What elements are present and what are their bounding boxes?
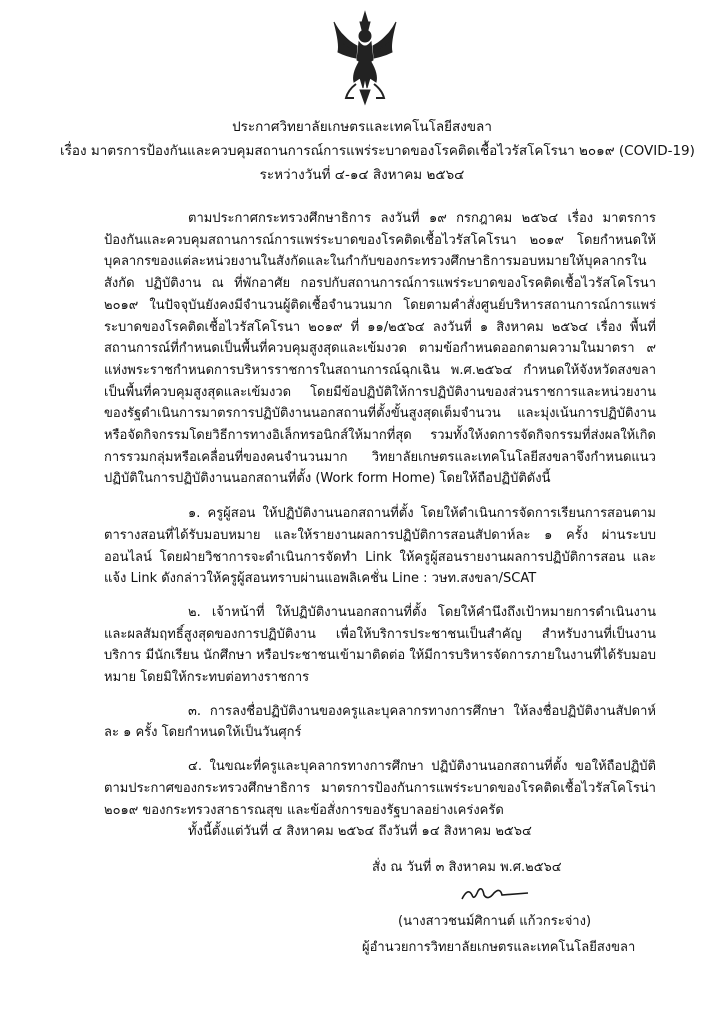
effective-period: ทั้งนี้ตั้งแต่วันที่ ๔ สิงหาคม ๒๕๖๔ ถึงวันที่ ๑๔ สิงหาคม ๒๕๖๔ [188, 824, 532, 840]
item-1-teachers: ๑. ครูผู้สอน ให้ปฏิบัติงานนอกสถานที่ตั้ง โดยให้ดำเนินการจัดการเรียนการสอนตามตารางสอนที่ได้รับมอบหมาย และให้รายงานผลการปฏิบัติการสอนสัปดาห์ละ ๑ ครั้ง ผ่านระบบออนไลน์ โดยฝ่ายวิชาการจะดำเนินการจัดทำ Link ให้ครูผู้สอนรายงานผลการปฏิบัติการสอน และแจ้ง Link ดังกล่าวให้ครูผู้สอนทราบผ่านแอพลิเคชั่น Line : วษท.สงขลา/SCAT [104, 506, 656, 587]
garuda-emblem-icon [332, 8, 398, 106]
item-4-compliance: ๔. ในขณะที่ครูและบุคลากรทางการศึกษา ปฏิบัติงานนอกสถานที่ตั้ง ขอให้ถือปฏิบัติตามประกาศของกระทรวงศึกษาธิการ มาตรการป้องกันการแพร่ระบาดของโรคติดเชื้อไวรัสโคโรน่า ๒๐๑๙ ของกระทรวงสาธารณสุข และข้อสั่งการของรัฐบาลอย่างเคร่งครัด [104, 759, 656, 818]
item-2-staff: ๒. เจ้าหน้าที่ ให้ปฏิบัติงานนอกสถานที่ตั้ง โดยให้คำนึงถึงเป้าหมายการดำเนินงานและผลสัมฤทธิ์สูงสุดของการปฏิบัติงาน เพื่อให้บริการประชาชนเป็นสำคัญ สำหรับงานที่เป็นงานบริการ มีนักเรียน นักศึกษา หรือประชาชนเข้ามาติดต่อ ให้มีการบริหารจัดการภายในงานที่ได้รับมอบหมาย โดยมิให้กระทบต่อทางราชการ [104, 604, 656, 686]
item-3-attendance: ๓. การลงชื่อปฏิบัติงานของครูและบุคลากรทางการศึกษา ให้ลงชื่อปฏิบัติงานสัปดาห์ละ ๑ ครั้ง โดยกำหนดให้เป็นวันศุกร์ [104, 703, 656, 741]
order-date: สั่ง ณ วันที่ ๓ สิงหาคม พ.ศ.๒๕๖๔ [372, 860, 562, 875]
signature-icon [458, 883, 532, 905]
signer-title: ผู้อำนวยการวิทยาลัยเกษตรและเทคโนโลยีสงขลา [362, 940, 636, 955]
announcement-title: ประกาศวิทยาลัยเกษตรและเทคโนโลยีสงขลา [232, 119, 492, 135]
announcement-period: ระหว่างวันที่ ๔-๑๔ สิงหาคม ๒๕๖๔ [259, 167, 465, 183]
signer-name: (นางสาวชนม์ศิกานต์ แก้วกระจ่าง) [398, 914, 592, 929]
announcement-subject: เรื่อง มาตรการป้องกันและควบคุมสถานการณ์การแพร่ระบาดของโรคติดเชื้อไวรัสโคโรนา ๒๐๑๙ (COVID-19) [60, 143, 695, 159]
announcement-body [104, 208, 656, 843]
intro-paragraph: ตามประกาศกระทรวงศึกษาธิการ ลงวันที่ ๑๙ กรกฎาคม ๒๕๖๔ เรื่อง มาตรการป้องกันและควบคุมสถานการณ์การแพร่ระบาดของโรคติดเชื้อไวรัสโคโรนา ๒๐๑๙ โดยกำหนดให้บุคลากรของแต่ละหน่วยงานในสังกัดและในกำกับของกระทรวงศึกษาธิการมอบหมายให้บุคลากรในสังกัด ปฏิบัติงาน ณ ที่พักอาศัย กอรปกับสถานการณ์การแพร่ระบาดของโรคติดเชื้อไวรัสโคโรนา ๒๐๑๙ ในปัจจุบันยังคงมีจำนวนผู้ติดเชื้อจำนวนมาก โดยตามคำสั่งศูนย์บริหารสถานการณ์การแพร่ระบาดของโรคติดเชื้อไวรัสโคโรนา ๒๐๑๙ ที่ ๑๑/๒๕๖๔ ลงวันที่ ๑ สิงหาคม ๒๕๖๔ เรื่อง พื้นที่สถานการณ์ที่กำหนดเป็นพื้นที่ควบคุมสูงสุดและเข้มงวด ตามข้อกำหนดออกตามความในมาตรา ๙ แห่งพระราชกำหนดการบริหารราชการในสถานการณ์ฉุกเฉิน พ.ศ.๒๕๖๔ กำหนดให้จังหวัดสงขลาเป็นพื้นที่ควบคุมสูงสุดและเข้มงวด โดยมีข้อปฏิบัติให้การปฏิบัติงานของส่วนราชการและหน่วยงานของรัฐดำเนินการมาตรการปฏิบัติงานนอกสถานที่ตั้งขั้นสูงสุดเต็มจำนวน และมุ่งเน้นการปฏิบัติงานหรือจัดกิจกรรมโดยวิธีการทางอิเล็กทรอนิกส์ให้มากที่สุด รวมทั้งให้งดการจัดกิจกรรมที่ส่งผลให้เกิดการรวมกลุ่มหรือเคลื่อนที่ของคนจำนวนมาก วิทยาลัยเกษตรและเทคโนโลยีสงขลาจึงกำหนดแนวปฏิบัติในการปฏิบัติงานนอกสถานที่ตั้ง (Work form Home) โดยให้ถือปฏิบัติดังนี้ [104, 211, 656, 487]
